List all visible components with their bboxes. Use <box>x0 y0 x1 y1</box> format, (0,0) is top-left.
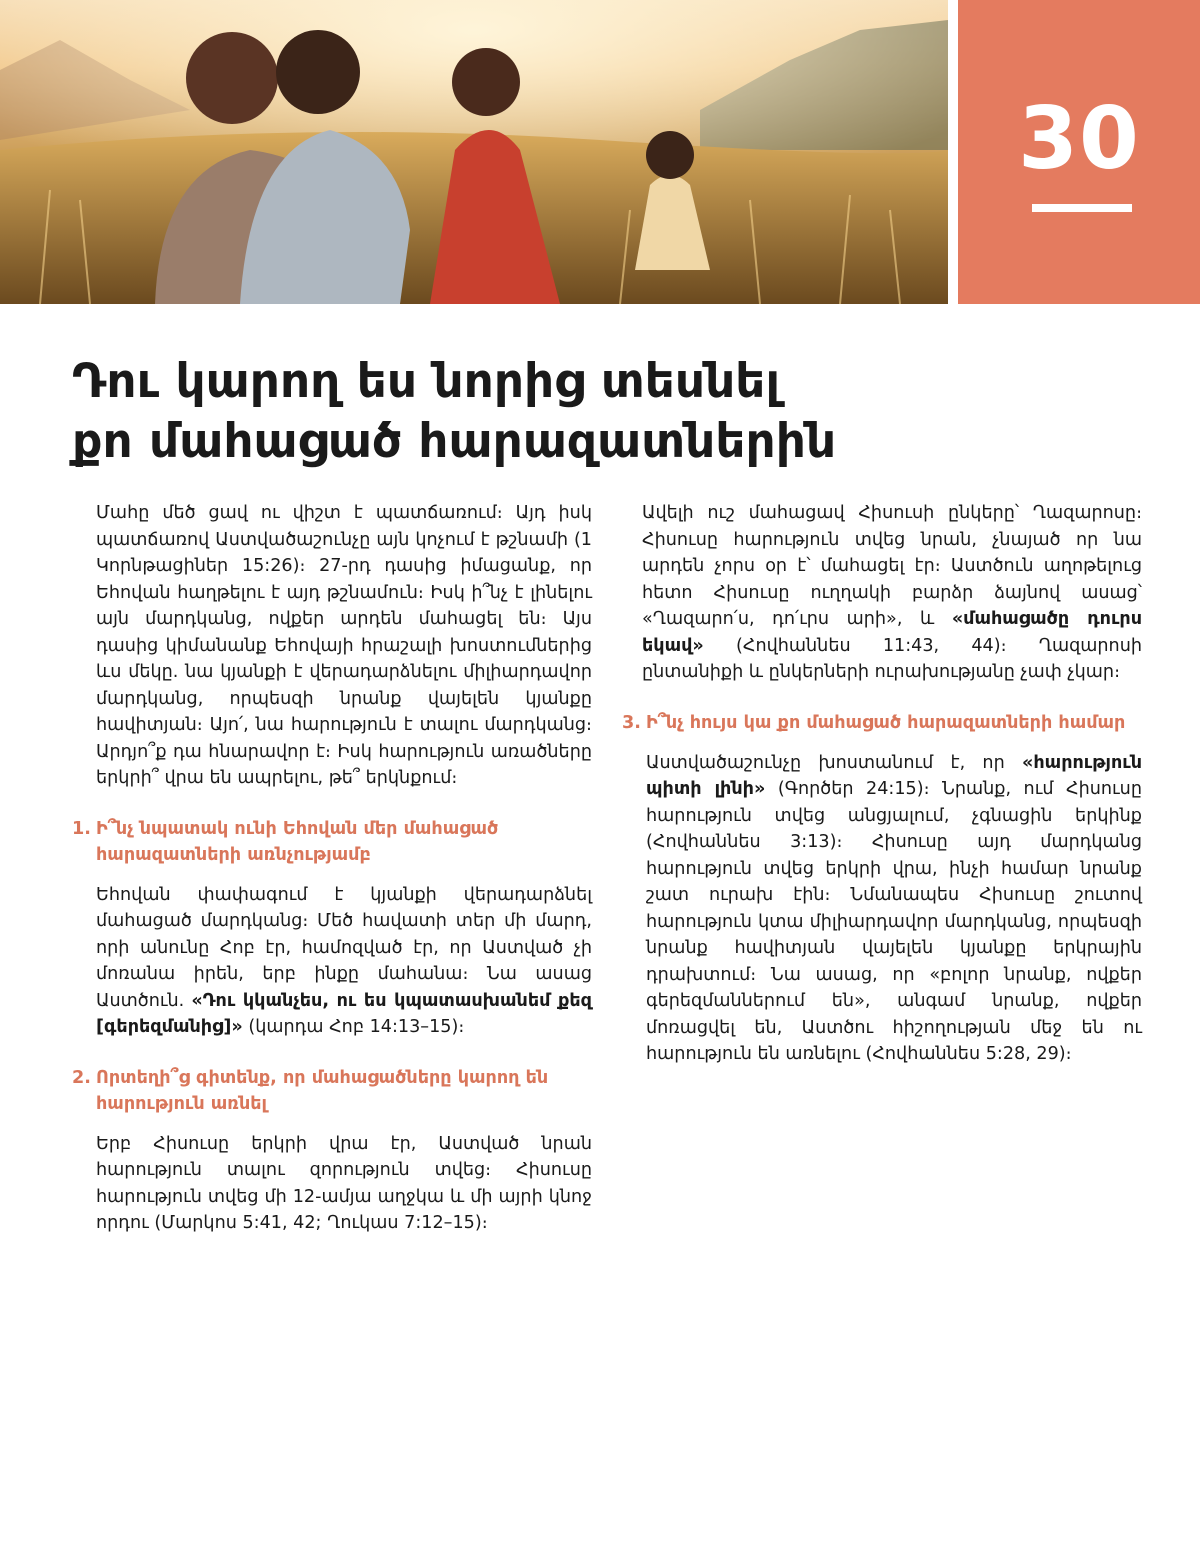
title-line-1: Դու կարող ես նորից տեսնել <box>72 354 781 409</box>
lesson-number: 30 <box>1018 89 1140 189</box>
section-1-paragraph <box>72 882 592 1041</box>
section-3-text-before: Աստվածաշունչը խոստանում է, որ <box>646 752 1005 773</box>
section-2-paragraph: Երբ Հիսուսը երկրի վրա էր, Աստված նրան հարություն տալու զորություն տվեց։ Հիսուսը հարություն տվեց մի 12-ամյա աղջկա և մի այրի կնոջ որդու (Մարկոս 5:41, 42; Ղուկաս 7:12–15)։ <box>96 1133 592 1233</box>
right-column <box>622 500 1142 1068</box>
section-2-continued-after: (Հովհաննես 11:43, 44)։ Ղազարոսի ընտանիքի և ընկերների ուրախությանը չափ չկար։ <box>642 635 1142 682</box>
hero-illustration <box>0 0 948 304</box>
section-1-heading-text: Ի՞նչ նպատակ ունի Եհովան մեր մահացած հարազատների առնչությամբ <box>96 818 499 865</box>
section-3-text-after: (Գործեր 24:15)։ Նրանք, ում Հիսուսը հարություն տվեց անցյալում, չգնացին երկինք (Հովհաննես 3:13)։ Հիսուսը այդ մարդկանց հարություն տվեց երկրի վրա, ինչի համար նրանք շատ ուրախ էին։ Նմանապես Հիսուսը շուտով հարություն կտա միլիարդավոր մարդկանց, որպեսզի նրանք հավիտյան վայելեն կյանքը երկրային դրախտում։ Նա ասաց, որ «բոլոր նրանք, ովքեր գերեզմաններում են», անգամ նրանք, ովքեր մոռացվել են, Աստծու հիշողության մեջ են ու հարություն են առնելու (Հովհաննես 5:28, 29)։ <box>646 779 1142 1064</box>
section-3-quote: «հարություն պիտի լինի» <box>646 752 1143 799</box>
section-3-number: 3. <box>622 712 641 733</box>
hero-photo <box>0 0 948 304</box>
left-column <box>72 500 592 1237</box>
section-2-continued-paragraph <box>622 500 1142 686</box>
section-1-quote: «Դու կկանչես, ու ես կպատասխանեմ քեզ [գերեզմանից]» <box>96 990 593 1037</box>
section-2-continued-before: Ավելի ուշ մահացավ Հիսուսի ընկերը՝ Ղազարոսը։ Հիսուսը հարություն տվեց նրան, չնայած որ նա արդեն չորս օր է՝ մահացել էր։ Աստծուն աղոթելուց հետո Հիսուսը ուղղակի բարձր ձայնով ասաց՝ «Ղազարո՛ս, դո՛ւրս արի», և <box>642 503 1142 629</box>
section-1-heading <box>72 816 592 868</box>
section-3-heading-text: Ի՞նչ հույս կա քո մահացած հարազատների համար <box>646 712 1126 733</box>
section-1-text-before: Եհովան փափագում է կյանքի վերադարձնել մահացած մարդկանց։ Մեծ հավատի տեր մի մարդ, որի անունը Հոբ էր, համոզված էր, որ Աստված չի մոռանա իրեն, երբ ինքը մահանա։ Նա ասաց Աստծուն. <box>96 884 592 1011</box>
section-2-heading-text: Որտեղի՞ց գիտենք, որ մահացածները կարող են հարություն առնել <box>96 1067 549 1114</box>
section-2-number: 2. <box>72 1067 91 1088</box>
section-2-quote: «մահացածը դուրս եկավ» <box>642 609 1143 656</box>
page-title <box>72 352 1132 472</box>
lesson-number-box <box>958 0 1200 304</box>
section-1-number: 1. <box>72 818 91 839</box>
section-3-heading <box>622 710 1142 736</box>
section-3-paragraph <box>622 750 1142 1068</box>
header-divider <box>948 0 958 304</box>
section-1-text-after: (կարդա Հոբ 14:13–15)։ <box>248 1017 465 1037</box>
section-2-heading <box>72 1065 592 1117</box>
intro-paragraph: Մահը մեծ ցավ ու վիշտ է պատճառում։ Այդ իսկ պատճառով Աստվածաշունչը այն կոչում է թշնամի (1 Կորնթացիներ 15:26)։ 27-րդ դասից իմացանք, որ Եհովան հաղթելու է այդ թշնամուն։ Իսկ ի՞նչ է լինելու այն մարդկանց, ովքեր արդեն մահացել են։ Այս դասից կիմանանք Եհովայի հրաշալի խոստումներից ևս մեկը. նա կյանքի է վերադարձնելու միլիարդավոր մարդկանց, որպեսզի նրանք վայելեն կյանքը հավիտյան։ Այո՛, նա հարություն է տալու մարդկանց։ Արդյո՞ք դա հնարավոր է։ Իսկ հարություն առածները երկրի՞ վրա են ապրելու, թե՞ երկնքում։ <box>96 503 592 788</box>
lesson-number-underline <box>1032 204 1132 212</box>
title-line-2: քո մահացած հարազատներին <box>72 414 837 469</box>
